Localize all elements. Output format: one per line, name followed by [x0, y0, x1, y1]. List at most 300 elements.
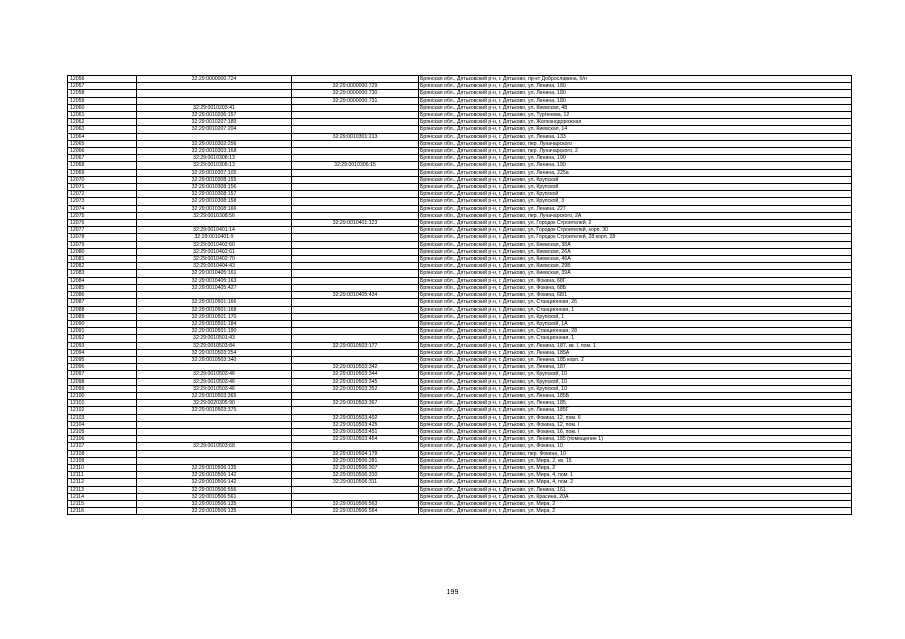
page-number: 199 — [446, 589, 459, 596]
table-row — [68, 248, 852, 255]
address-cell: Брянская обл., Дятьковский р-н, г. Дятьково, ул. Ленина, 190 — [419, 162, 852, 169]
address-cell: Брянская обл., Дятьковский р-н, г. Дятьково, ул. Городок Строителей, 28 корп. 28 — [419, 234, 852, 241]
cadastral-number-cell — [137, 450, 292, 457]
table-row — [68, 306, 852, 313]
cadastral-number-cell: 32:29:0010308:56 — [137, 212, 292, 219]
cadastral-number-cell: 32:29:0010402:70 — [137, 256, 292, 263]
table-row — [68, 407, 852, 414]
parent-cadastral-number-cell: 32:29:0000000:730 — [292, 90, 419, 97]
table-row — [68, 371, 852, 378]
address-cell: Брянская обл., Дятьковский р-н, г. Дятьково, ул. Станционная, 28 — [419, 328, 852, 335]
row-number-cell: 12064 — [68, 133, 137, 140]
table-row — [68, 421, 852, 428]
address-cell: Брянская обл., Дятьковский р-н, г. Дятьково, ул. Ленина, 185 (помещение 1) — [419, 436, 852, 443]
table-row — [68, 234, 852, 241]
parent-cadastral-number-cell — [292, 112, 419, 119]
address-cell: Брянская обл., Дятьковский р-н, г. Дятьково, ул. Крупской, 10 — [419, 371, 852, 378]
table-row — [68, 450, 852, 457]
cadastral-number-cell: 32:29:0010206:157 — [137, 112, 292, 119]
table-row — [68, 155, 852, 162]
parent-cadastral-number-cell: 32:29:0010503:342 — [292, 364, 419, 371]
row-number-cell: 12112 — [68, 479, 137, 486]
parent-cadastral-number-cell: 32:29:0010503:402 — [292, 414, 419, 421]
row-number-cell: 12099 — [68, 385, 137, 392]
row-number-cell: 12067 — [68, 155, 137, 162]
parent-cadastral-number-cell — [292, 191, 419, 198]
cadastral-number-cell: 32:29:0000000:724 — [137, 76, 292, 83]
cadastral-number-cell — [137, 292, 292, 299]
cadastral-number-cell: 32:29:0010307:105 — [137, 169, 292, 176]
row-number-cell: 12091 — [68, 328, 137, 335]
cadastral-number-cell: 32:29:0010503:84 — [137, 342, 292, 349]
table-row — [68, 184, 852, 191]
row-number-cell: 12080 — [68, 248, 137, 255]
table-row — [68, 486, 852, 493]
cadastral-number-cell: 32:29:0010501:168 — [137, 306, 292, 313]
address-cell: Брянская обл., Дятьковский р-н, г. Дятьково, ул. Ленина, 185 — [419, 400, 852, 407]
address-cell: Брянская обл., Дятьковский р-н, г. Дятьково, ул. Мира, 4, пом. 2 — [419, 479, 852, 486]
address-cell: Брянская обл., Дятьковский р-н, г. Дятьково, ул. Городок Строителей, корп. 30 — [419, 227, 852, 234]
cadastral-number-cell: 32:29:0010506:142 — [137, 479, 292, 486]
parent-cadastral-number-cell — [292, 155, 419, 162]
row-number-cell: 12065 — [68, 140, 137, 147]
table-row — [68, 500, 852, 507]
parent-cadastral-number-cell — [292, 241, 419, 248]
row-number-cell: 12089 — [68, 313, 137, 320]
row-number-cell: 12093 — [68, 342, 137, 349]
parent-cadastral-number-cell — [292, 306, 419, 313]
parent-cadastral-number-cell — [292, 284, 419, 291]
table-row — [68, 119, 852, 126]
parent-cadastral-number-cell — [292, 205, 419, 212]
address-cell: Брянская обл., Дятьковский р-н, г. Дятьково, ул. Фокина, 68Б — [419, 284, 852, 291]
address-cell: Брянская обл., Дятьковский р-н, г. Дятьково, ул. Мира, 2 — [419, 508, 852, 515]
parent-cadastral-number-cell: 32:29:0010405:434 — [292, 292, 419, 299]
address-cell: Брянская обл., Дятьковский р-н, г. Дятьково, ул. Станционная, 26 — [419, 299, 852, 306]
table-row — [68, 205, 852, 212]
cadastral-number-cell: 32:29:0010506:135 — [137, 464, 292, 471]
parent-cadastral-number-cell — [292, 486, 419, 493]
table-row — [68, 472, 852, 479]
address-cell: Брянская обл., Дятьковский р-н, г. Дятьково, ул. Киевская, 48 — [419, 104, 852, 111]
row-number-cell: 12075 — [68, 212, 137, 219]
parent-cadastral-number-cell: 32:29:0000000:729 — [292, 83, 419, 90]
cadastral-number-cell — [137, 364, 292, 371]
cadastral-number-cell: 32:29:0010405:163 — [137, 277, 292, 284]
address-cell: Брянская обл., Дятьковский р-н, г. Дятьково, пр-кт Доброславина, б/н — [419, 76, 852, 83]
cadastral-number-cell: 32:29:0010207:189 — [137, 119, 292, 126]
row-number-cell: 12096 — [68, 364, 137, 371]
row-number-cell: 12069 — [68, 169, 137, 176]
address-cell: Брянская обл., Дятьковский р-н, г. Дятьково, ул. Мира, 4, пом. 1 — [419, 472, 852, 479]
table-row — [68, 479, 852, 486]
cadastral-number-cell: 32:29:0010308:158 — [137, 198, 292, 205]
parent-cadastral-number-cell — [292, 277, 419, 284]
address-cell: Брянская обл., Дятьковский р-н, г. Дятьково, ул. Мира, 2, кв. 15 — [419, 457, 852, 464]
parent-cadastral-number-cell: 32:29:0010503:177 — [292, 342, 419, 349]
parent-cadastral-number-cell: 32:29:0010506:564 — [292, 508, 419, 515]
parent-cadastral-number-cell: 32:29:0010506:281 — [292, 457, 419, 464]
row-number-cell: 12060 — [68, 104, 137, 111]
cadastral-number-cell: 32:29:0010506:561 — [137, 493, 292, 500]
row-number-cell: 12090 — [68, 320, 137, 327]
address-cell: Брянская обл., Дятьковский р-н, г. Дятьково, ул. Ленина, 185Б — [419, 392, 852, 399]
row-number-cell: 12056 — [68, 76, 137, 83]
row-number-cell: 12103 — [68, 414, 137, 421]
parent-cadastral-number-cell — [292, 299, 419, 306]
parent-cadastral-number-cell — [292, 270, 419, 277]
cadastral-number-cell: 32:29:0010503:254 — [137, 349, 292, 356]
cadastral-number-cell: 32:29:0010501:43 — [137, 335, 292, 342]
parent-cadastral-number-cell: 32:29:0010503:352 — [292, 385, 419, 392]
row-number-cell: 12070 — [68, 176, 137, 183]
parent-cadastral-number-cell — [292, 392, 419, 399]
address-cell: Брянская обл., Дятьковский р-н, г. Дятьково, ул. Крупской, 10 — [419, 385, 852, 392]
address-cell: Брянская обл., Дятьковский р-н, г. Дятьково, ул. Ленина, 225а — [419, 169, 852, 176]
parent-cadastral-number-cell — [292, 212, 419, 219]
parent-cadastral-number-cell: 32:29:0000000:731 — [292, 97, 419, 104]
table-row — [68, 364, 852, 371]
table-row — [68, 356, 852, 363]
parent-cadastral-number-cell — [292, 76, 419, 83]
cadastral-number-cell: 32:29:0010501:166 — [137, 299, 292, 306]
address-cell: Брянская обл., Дятьковский р-н, г. Дятьково, ул. Киевская, 46А — [419, 256, 852, 263]
cadastral-number-cell — [137, 83, 292, 90]
table-row — [68, 112, 852, 119]
row-number-cell: 12114 — [68, 493, 137, 500]
address-cell: Брянская обл., Дятьковский р-н, г. Дятьково, ул. Крупской, 1 — [419, 313, 852, 320]
parent-cadastral-number-cell — [292, 263, 419, 270]
row-number-cell: 12088 — [68, 306, 137, 313]
row-number-cell: 12085 — [68, 284, 137, 291]
address-cell: Брянская обл., Дятьковский р-н, г. Дятьково, ул. Железнодорожная — [419, 119, 852, 126]
address-cell: Брянская обл., Дятьковский р-н, г. Дятьково, ул. Станционная, 1 — [419, 306, 852, 313]
row-number-cell: 12078 — [68, 234, 137, 241]
cadastral-number-cell: 32:29:0010401:14 — [137, 227, 292, 234]
parent-cadastral-number-cell: 32:29:0010503:425 — [292, 421, 419, 428]
parent-cadastral-number-cell — [292, 184, 419, 191]
table-row — [68, 191, 852, 198]
table-row — [68, 83, 852, 90]
table-row — [68, 428, 852, 435]
table-row — [68, 508, 852, 515]
row-number-cell: 12115 — [68, 500, 137, 507]
table-row — [68, 320, 852, 327]
parent-cadastral-number-cell — [292, 407, 419, 414]
address-cell: Брянская обл., Дятьковский р-н, г. Дятьково, ул. Ленина, 185А — [419, 349, 852, 356]
parent-cadastral-number-cell — [292, 349, 419, 356]
address-cell: Брянская обл., Дятьковский р-н, г. Дятьково, пер. Луначарского, 2А — [419, 212, 852, 219]
address-cell: Брянская обл., Дятьковский р-н, г. Дятьково, ул. Красина, 20А — [419, 493, 852, 500]
table-row — [68, 443, 852, 450]
cadastral-number-cell: 32:29:0010306:13 — [137, 155, 292, 162]
parent-cadastral-number-cell — [292, 328, 419, 335]
address-cell: Брянская обл., Дятьковский р-н, г. Дятьково, ул. Ленина, 180 — [419, 97, 852, 104]
table-row — [68, 277, 852, 284]
cadastral-number-cell — [137, 421, 292, 428]
address-cell: Брянская обл., Дятьковский р-н, г. Дятьково, ул. Мира, 2 — [419, 464, 852, 471]
parent-cadastral-number-cell: 32:29:0010503:451 — [292, 428, 419, 435]
address-cell: Брянская обл., Дятьковский р-н, г. Дятьково, ул. Киевская, 14 — [419, 126, 852, 133]
row-number-cell: 12061 — [68, 112, 137, 119]
table-row — [68, 256, 852, 263]
cadastral-number-cell: 32:29:0010402:61 — [137, 248, 292, 255]
cadastral-number-cell: 32:29:0010203:41 — [137, 104, 292, 111]
address-cell: Брянская обл., Дятьковский р-н, г. Дятьково, ул. Киевская, 26А — [419, 248, 852, 255]
table-row — [68, 126, 852, 133]
table-row — [68, 335, 852, 342]
parent-cadastral-number-cell — [292, 493, 419, 500]
row-number-cell: 12104 — [68, 421, 137, 428]
row-number-cell: 12066 — [68, 148, 137, 155]
table-row — [68, 176, 852, 183]
parent-cadastral-number-cell — [292, 140, 419, 147]
cadastral-number-cell: 32:29:0010207:204 — [137, 126, 292, 133]
parent-cadastral-number-cell: 32:29:0010503:367 — [292, 400, 419, 407]
address-cell: Брянская обл., Дятьковский р-н, г. Дятьково, ул. Крупской, 3 — [419, 198, 852, 205]
row-number-cell: 12062 — [68, 119, 137, 126]
address-cell: Брянская обл., Дятьковский р-н, г. Дятьково, ул. Ленина, 190 — [419, 155, 852, 162]
row-number-cell: 12086 — [68, 292, 137, 299]
parent-cadastral-number-cell — [292, 104, 419, 111]
parent-cadastral-number-cell — [292, 119, 419, 126]
address-cell: Брянская обл., Дятьковский р-н, г. Дятьково, ул. Городок Строителей, 2 — [419, 220, 852, 227]
table-row — [68, 313, 852, 320]
address-cell: Брянская обл., Дятьковский р-н, г. Дятьково, пер. Луначарского — [419, 140, 852, 147]
row-number-cell: 12110 — [68, 464, 137, 471]
cadastral-number-cell: 32:29:0010506:556 — [137, 486, 292, 493]
cadastral-number-cell: 32:29:0010506:135 — [137, 508, 292, 515]
parent-cadastral-number-cell — [292, 176, 419, 183]
address-cell: Брянская обл., Дятьковский р-н, г. Дятьково, ул. Мира, 2 — [419, 500, 852, 507]
row-number-cell: 12098 — [68, 378, 137, 385]
parent-cadastral-number-cell: 32:29:0010503:454 — [292, 436, 419, 443]
row-number-cell: 12108 — [68, 450, 137, 457]
address-cell: Брянская обл., Дятьковский р-н, г. Дятьково, ул. Фокина, 16, пом. I — [419, 428, 852, 435]
row-number-cell: 12100 — [68, 392, 137, 399]
address-cell: Брянская обл., Дятьковский р-н, г. Дятьково, ул. Ленина, 161 — [419, 486, 852, 493]
row-number-cell: 12079 — [68, 241, 137, 248]
parent-cadastral-number-cell: 32:29:0010301:213 — [292, 133, 419, 140]
table-row — [68, 97, 852, 104]
row-number-cell: 12082 — [68, 263, 137, 270]
row-number-cell: 12109 — [68, 457, 137, 464]
address-cell: Брянская обл., Дятьковский р-н, г. Дятьково, пер. Фокина, 10 — [419, 450, 852, 457]
address-cell: Брянская обл., Дятьковский р-н, г. Дятьково, ул. Крупской — [419, 184, 852, 191]
cadastral-number-cell: 32:29:0010308:155 — [137, 176, 292, 183]
row-number-cell: 12097 — [68, 371, 137, 378]
cadastral-number-cell: 32:29:0020305:90 — [137, 400, 292, 407]
address-cell: Брянская обл., Дятьковский р-н, г. Дятьково, ул. Ленина, 180 — [419, 83, 852, 90]
parent-cadastral-number-cell — [292, 256, 419, 263]
parent-cadastral-number-cell — [292, 335, 419, 342]
cadastral-number-cell: 32:29:0010405:427 — [137, 284, 292, 291]
row-number-cell: 12083 — [68, 270, 137, 277]
table-row — [68, 392, 852, 399]
cadastral-number-cell — [137, 133, 292, 140]
table-row — [68, 299, 852, 306]
parent-cadastral-number-cell — [292, 356, 419, 363]
address-cell: Брянская обл., Дятьковский р-н, г. Дятьково, ул. Ленина, 133 — [419, 133, 852, 140]
parent-cadastral-number-cell — [292, 320, 419, 327]
address-cell: Брянская обл., Дятьковский р-н, г. Дятьково, ул. Фокина, 68/1 — [419, 292, 852, 299]
cadastral-number-cell: 32:29:0010503:46 — [137, 385, 292, 392]
cadastral-number-cell: 32:29:0010306:13 — [137, 162, 292, 169]
address-cell: Брянская обл., Дятьковский р-н, г. Дятьково, ул. Ленина, 185Г — [419, 407, 852, 414]
row-number-cell: 12105 — [68, 428, 137, 435]
cadastral-number-cell: 32:29:0010506:135 — [137, 500, 292, 507]
parent-cadastral-number-cell: 32:29:0010503:345 — [292, 378, 419, 385]
address-cell: Брянская обл., Дятьковский р-н, г. Дятьково, ул. Киевская, 29Б — [419, 263, 852, 270]
table-row — [68, 400, 852, 407]
cadastral-number-cell — [137, 220, 292, 227]
address-cell: Брянская обл., Дятьковский р-н, г. Дятьково, ул. Крупской, 1А — [419, 320, 852, 327]
address-cell: Брянская обл., Дятьковский р-н, г. Дятьково, ул. Фокина, 10 — [419, 443, 852, 450]
cadastral-number-cell: 32:29:0010401:9 — [137, 234, 292, 241]
parent-cadastral-number-cell: 32:29:0010506:311 — [292, 479, 419, 486]
address-cell: Брянская обл., Дятьковский р-н, г. Дятьково, ул. Станционная, 1 — [419, 335, 852, 342]
parent-cadastral-number-cell — [292, 313, 419, 320]
row-number-cell: 12074 — [68, 205, 137, 212]
row-number-cell: 12076 — [68, 220, 137, 227]
cadastral-number-cell: 32:29:0010503:365 — [137, 392, 292, 399]
table-row — [68, 148, 852, 155]
cadastral-number-cell — [137, 436, 292, 443]
cadastral-number-cell: 32:29:0010501:170 — [137, 313, 292, 320]
table-row — [68, 241, 852, 248]
cadastral-number-cell: 32:29:0010503:340 — [137, 356, 292, 363]
table-row — [68, 133, 852, 140]
parent-cadastral-number-cell — [292, 148, 419, 155]
table-row — [68, 227, 852, 234]
cadastral-number-cell — [137, 428, 292, 435]
row-number-cell: 12084 — [68, 277, 137, 284]
parent-cadastral-number-cell — [292, 234, 419, 241]
parent-cadastral-number-cell — [292, 126, 419, 133]
cadastral-number-cell: 32:29:0010302:256 — [137, 140, 292, 147]
cadastral-number-cell: 32:29:0010308:166 — [137, 205, 292, 212]
address-cell: Брянская обл., Дятьковский р-н, г. Дятьково, ул. Ленина, 185 корп. 2 — [419, 356, 852, 363]
table-row — [68, 342, 852, 349]
cadastral-number-cell: 32:29:0010503:68 — [137, 443, 292, 450]
address-cell: Брянская обл., Дятьковский р-н, г. Дятьково, ул. Ленина, 187 — [419, 364, 852, 371]
parent-cadastral-number-cell — [292, 248, 419, 255]
address-cell: Брянская обл., Дятьковский р-н, г. Дятьково, ул. Фокина, 68Г — [419, 277, 852, 284]
table-row — [68, 140, 852, 147]
table-row — [68, 464, 852, 471]
table-row — [68, 169, 852, 176]
table-row — [68, 436, 852, 443]
table-row — [68, 270, 852, 277]
parent-cadastral-number-cell: 32:29:0010504:178 — [292, 450, 419, 457]
cadastral-number-cell — [137, 414, 292, 421]
address-cell: Брянская обл., Дятьковский р-н, г. Дятьково, ул. Киевская, 39А — [419, 270, 852, 277]
row-number-cell: 12077 — [68, 227, 137, 234]
parent-cadastral-number-cell: 32:29:0010506:563 — [292, 500, 419, 507]
document-sheet — [67, 75, 852, 515]
cadastral-number-cell — [137, 90, 292, 97]
cadastral-number-cell: 32:29:0010402:60 — [137, 241, 292, 248]
row-number-cell: 12102 — [68, 407, 137, 414]
cadastral-number-cell: 32:29:0010404:43 — [137, 263, 292, 270]
address-cell: Брянская обл., Дятьковский р-н, г. Дятьково, ул. Фокина, 12, пом. I — [419, 421, 852, 428]
row-number-cell: 12092 — [68, 335, 137, 342]
address-cell: Брянская обл., Дятьковский р-н, г. Дятьково, пер. Луначарского, 2 — [419, 148, 852, 155]
row-number-cell: 12087 — [68, 299, 137, 306]
address-cell: Брянская обл., Дятьковский р-н, г. Дятьково, ул. Крупской — [419, 176, 852, 183]
row-number-cell: 12057 — [68, 83, 137, 90]
row-number-cell: 12101 — [68, 400, 137, 407]
table-row — [68, 414, 852, 421]
address-cell: Брянская обл., Дятьковский р-н, г. Дятьково, ул. Ленина, 227 — [419, 205, 852, 212]
table-row — [68, 220, 852, 227]
table-body — [68, 76, 852, 515]
row-number-cell: 12107 — [68, 443, 137, 450]
cadastral-number-cell: 32:29:0010303:168 — [137, 148, 292, 155]
parent-cadastral-number-cell — [292, 227, 419, 234]
table-row — [68, 457, 852, 464]
address-cell: Брянская обл., Дятьковский р-н, г. Дятьково, ул. Фокина, 12, пом. II — [419, 414, 852, 421]
parent-cadastral-number-cell: 32:29:0010306:15 — [292, 162, 419, 169]
table-row — [68, 284, 852, 291]
table-row — [68, 104, 852, 111]
cadastral-number-cell: 32:29:0010506:142 — [137, 472, 292, 479]
parent-cadastral-number-cell: 32:29:0010506:307 — [292, 464, 419, 471]
cadastral-number-cell — [137, 97, 292, 104]
address-cell: Брянская обл., Дятьковский р-н, г. Дятьково, ул. Крупской — [419, 191, 852, 198]
table-row — [68, 198, 852, 205]
cadastral-number-cell: 32:29:0010501:190 — [137, 328, 292, 335]
table-row — [68, 90, 852, 97]
row-number-cell: 12058 — [68, 90, 137, 97]
parent-cadastral-number-cell — [292, 198, 419, 205]
row-number-cell: 12111 — [68, 472, 137, 479]
table-row — [68, 212, 852, 219]
parent-cadastral-number-cell — [292, 169, 419, 176]
row-number-cell: 12059 — [68, 97, 137, 104]
table-row — [68, 493, 852, 500]
parent-cadastral-number-cell — [292, 443, 419, 450]
row-number-cell: 12094 — [68, 349, 137, 356]
parent-cadastral-number-cell: 32:29:0010401:123 — [292, 220, 419, 227]
address-cell: Брянская обл., Дятьковский р-н, г. Дятьково, ул. Тургенева, 12 — [419, 112, 852, 119]
table-row — [68, 385, 852, 392]
cadastral-table — [67, 75, 852, 515]
row-number-cell: 12068 — [68, 162, 137, 169]
cadastral-number-cell: 32:29:0010308:156 — [137, 184, 292, 191]
table-row — [68, 162, 852, 169]
parent-cadastral-number-cell: 32:29:0010506:310 — [292, 472, 419, 479]
address-cell: Брянская обл., Дятьковский р-н, г. Дятьково, ул. Ленина, 187, кв. I, пом. 1 — [419, 342, 852, 349]
row-number-cell: 12116 — [68, 508, 137, 515]
table-row — [68, 349, 852, 356]
cadastral-number-cell: 32:29:0010503:375 — [137, 407, 292, 414]
row-number-cell: 12113 — [68, 486, 137, 493]
cadastral-number-cell — [137, 457, 292, 464]
address-cell: Брянская обл., Дятьковский р-н, г. Дятьково, ул. Крупской, 10 — [419, 378, 852, 385]
cadastral-number-cell: 32:29:0010503:46 — [137, 378, 292, 385]
address-cell: Брянская обл., Дятьковский р-н, г. Дятьково, ул. Ленина, 180 — [419, 90, 852, 97]
row-number-cell: 12081 — [68, 256, 137, 263]
cadastral-number-cell: 32:29:0010501:184 — [137, 320, 292, 327]
row-number-cell: 12071 — [68, 184, 137, 191]
row-number-cell: 12106 — [68, 436, 137, 443]
table-row — [68, 263, 852, 270]
table-row — [68, 378, 852, 385]
row-number-cell: 12073 — [68, 198, 137, 205]
row-number-cell: 12063 — [68, 126, 137, 133]
row-number-cell: 12072 — [68, 191, 137, 198]
